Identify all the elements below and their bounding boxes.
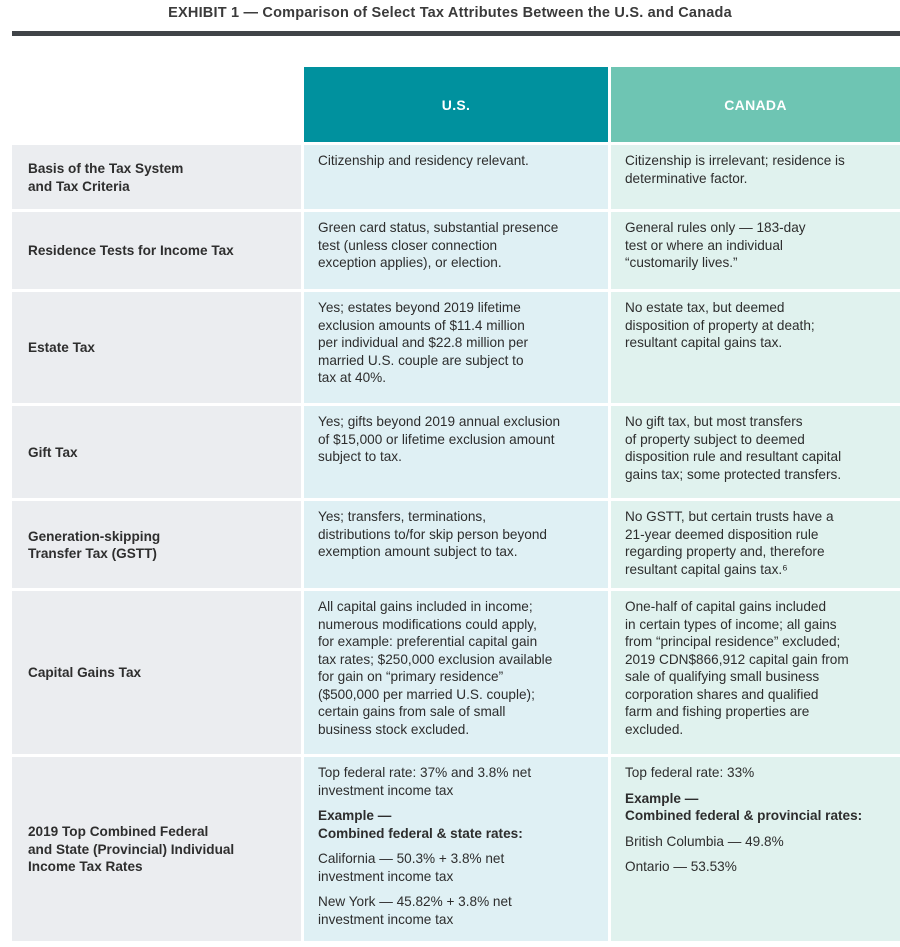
canada-cell: Citizenship is irrelevant; residence is determinative factor. xyxy=(611,145,900,209)
header-blank-cell xyxy=(12,67,301,142)
title-divider xyxy=(12,31,900,36)
us-cell: Citizenship and residency relevant. xyxy=(304,145,608,209)
table-row xyxy=(12,501,900,588)
canada-example-heading: Example — Combined federal & provincial rates: xyxy=(625,790,863,823)
us-cell: All capital gains included in income; numerous modifications could apply, for example: preferential capital gain tax rates; $250,000 exclusion available for gain on “primary residence” ($500,000 per married U.S. couple); certain gains from sale of small business stock excluded. xyxy=(304,591,608,754)
us-example-california: California — 50.3% + 3.8% net investment income tax xyxy=(318,851,505,884)
canada-cell: No estate tax, but deemed disposition of property at death; resultant capital gains tax. xyxy=(611,292,900,403)
canada-cell: No gift tax, but most transfers of property subject to deemed disposition rule and resultant capital gains tax; some protected transfers. xyxy=(611,406,900,498)
canada-top-rate: Top federal rate: 33% xyxy=(625,765,755,780)
canada-cell: General rules only — 183-day test or where an individual “customarily lives.” xyxy=(611,212,900,289)
row-label: Generation-skipping Transfer Tax (GSTT) xyxy=(12,501,301,588)
us-top-rate: Top federal rate: 37% and 3.8% net investment income tax xyxy=(318,765,532,798)
table-row xyxy=(12,212,900,289)
canada-example-ontario: Ontario — 53.53% xyxy=(625,859,737,874)
table-row xyxy=(12,292,900,403)
row-label: 2019 Top Combined Federal and State (Provincial) Individual Income Tax Rates xyxy=(12,757,301,941)
us-example-new-york: New York — 45.82% + 3.8% net investment income tax xyxy=(318,894,512,927)
column-header-us: U.S. xyxy=(304,67,608,142)
canada-cell xyxy=(611,757,900,941)
comparison-table xyxy=(9,64,900,944)
us-example-heading: Example — Combined federal & state rates: xyxy=(318,808,523,841)
row-label: Residence Tests for Income Tax xyxy=(12,212,301,289)
canada-example-british-columbia: British Columbia — 49.8% xyxy=(625,833,784,849)
row-label: Basis of the Tax System and Tax Criteria xyxy=(12,145,301,209)
row-label: Capital Gains Tax xyxy=(12,591,301,754)
table-row xyxy=(12,757,900,941)
row-label: Gift Tax xyxy=(12,406,301,498)
canada-cell: No GSTT, but certain trusts have a 21-year deemed disposition rule regarding property and, therefore resultant capital gains tax.⁶ xyxy=(611,501,900,588)
us-cell: Green card status, substantial presence test (unless closer connection exception applies), or election. xyxy=(304,212,608,289)
table-row xyxy=(12,406,900,498)
table-row xyxy=(12,591,900,754)
us-cell: Yes; transfers, terminations, distributions to/for skip person beyond exemption amount subject to tax. xyxy=(304,501,608,588)
row-label: Estate Tax xyxy=(12,292,301,403)
canada-cell: One-half of capital gains included in certain types of income; all gains from “principal residence” excluded; 2019 CDN$866,912 capital gain from sale of qualifying small business corporation shares and qualified farm and fishing properties are excluded. xyxy=(611,591,900,754)
column-header-canada: CANADA xyxy=(611,67,900,142)
us-cell: Yes; estates beyond 2019 lifetime exclusion amounts of $11.4 million per individual and $22.8 million per married U.S. couple are subject to tax at 40%. xyxy=(304,292,608,403)
header-row xyxy=(12,67,900,142)
exhibit-title: EXHIBIT 1 — Comparison of Select Tax Attributes Between the U.S. and Canada xyxy=(168,5,732,21)
table-row xyxy=(12,145,900,209)
us-cell xyxy=(304,757,608,941)
us-cell: Yes; gifts beyond 2019 annual exclusion of $15,000 or lifetime exclusion amount subject to tax. xyxy=(304,406,608,498)
